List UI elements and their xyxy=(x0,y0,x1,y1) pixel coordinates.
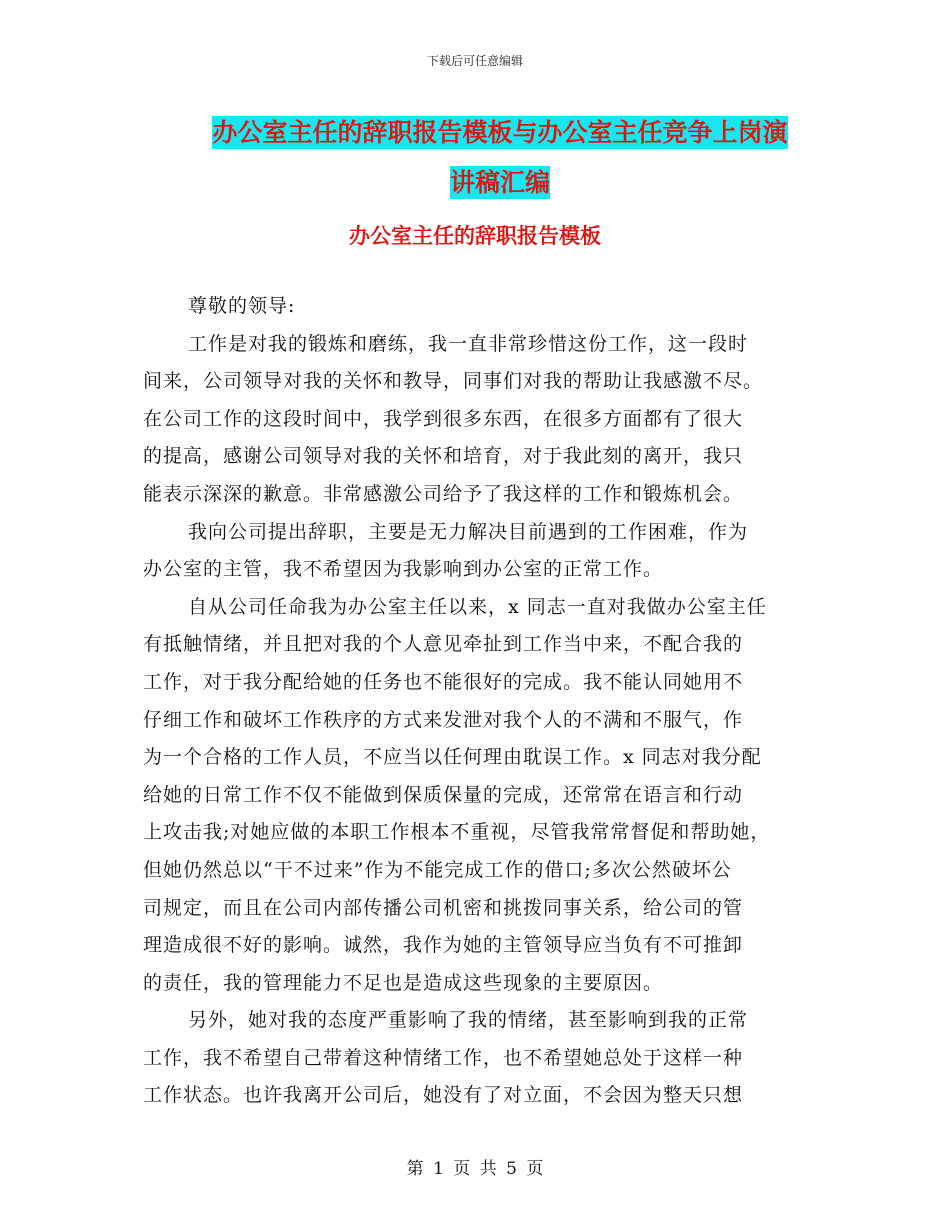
body-line: 上攻击我;对她应做的本职工作根本不重视，尽管我常常督促和帮助她， xyxy=(143,821,771,844)
body-line: 工作状态。也许我离开公司后，她没有了对立面，不会因为整天只想 xyxy=(143,1084,744,1107)
body-line: 司规定，而且在公司内部传播公司机密和挑拨同事关系，给公司的管 xyxy=(143,896,744,919)
body-line: 仔细工作和破坏工作秩序的方式来发泄对我个人的不满和不服气，作 xyxy=(143,708,744,731)
body-line: 工作，我不希望自己带着这种情绪工作，也不希望她总处于这样一种 xyxy=(143,1046,744,1069)
body-line: 有抵触情绪，并且把对我的个人意见牵扯到工作当中来，不配合我的 xyxy=(143,633,744,656)
page-footer: 第 1 页 共 5 页 xyxy=(406,1159,544,1179)
document-title-line-1: 办公室主任的辞职报告模板与办公室主任竞争上岗演 xyxy=(212,118,788,147)
body-text xyxy=(143,288,813,1115)
body-line: 自从公司任命我为办公室主任以来，x 同志一直对我做办公室主任 xyxy=(188,595,767,618)
body-line: 能表示深深的歉意。非常感激公司给予了我这样的工作和锻炼机会。 xyxy=(143,482,744,505)
body-line: 间来，公司领导对我的关怀和教导，同事们对我的帮助让我感激不尽。 xyxy=(143,370,764,393)
body-line: 的责任，我的管理能力不足也是造成这些现象的主要原因。 xyxy=(143,971,664,994)
body-line: 工作，对于我分配给她的任务也不能很好的完成。我不能认同她用不 xyxy=(143,670,744,693)
document-title xyxy=(140,108,860,208)
page-header-note: 下载后可任意编辑 xyxy=(426,54,523,68)
body-line: 我向公司提出辞职，主要是无力解决目前遇到的工作困难，作为 xyxy=(188,520,749,543)
body-line: 给她的日常工作不仅不能做到保质保量的完成，还常常在语言和行动 xyxy=(143,783,744,806)
body-line: 理造成很不好的影响。诚然，我作为她的主管领导应当负有不可推卸 xyxy=(143,934,744,957)
body-line-greeting: 尊敬的领导: xyxy=(188,295,296,317)
body-line: 办公室的主管，我不希望因为我影响到办公室的正常工作。 xyxy=(143,558,664,581)
document-title-line-2: 讲稿汇编 xyxy=(449,168,550,197)
body-line: 另外，她对我的态度严重影响了我的情绪，甚至影响到我的正常 xyxy=(188,1009,749,1032)
body-line: 的提高，感谢公司领导对我的关怀和培育，对于我此刻的离开，我只 xyxy=(143,445,744,468)
section-title: 办公室主任的辞职报告模板 xyxy=(349,223,601,248)
body-line: 但她仍然总以“干不过来”作为不能完成工作的借口;多次公然破坏公 xyxy=(143,858,732,881)
body-line: 在公司工作的这段时间中，我学到很多东西，在很多方面都有了很大 xyxy=(143,407,744,430)
body-line: 工作是对我的锻炼和磨练，我一直非常珍惜这份工作，这一段时 xyxy=(188,332,749,355)
body-line: 为一个合格的工作人员，不应当以任何理由耽误工作。x 同志对我分配 xyxy=(143,746,762,769)
